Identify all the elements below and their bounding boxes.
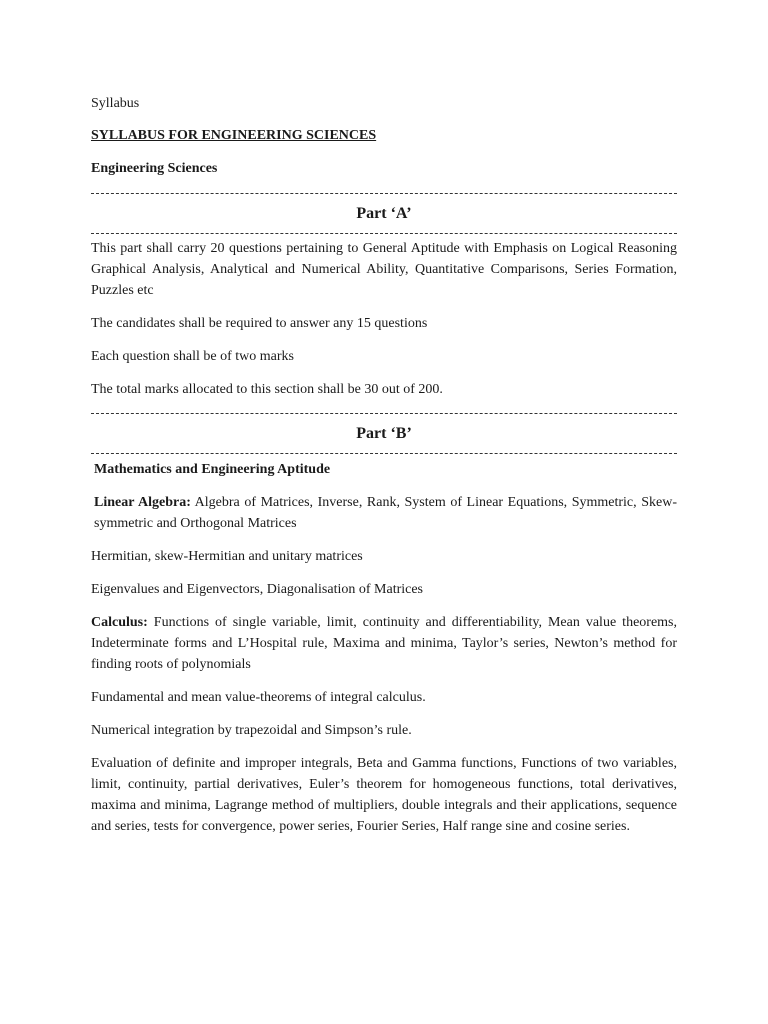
- linear-algebra-paragraph: [91, 492, 677, 534]
- doc-title: SYLLABUS FOR ENGINEERING SCIENCES: [91, 128, 377, 143]
- part-a-marks-paragraph: Each question shall be of two marks: [91, 349, 294, 364]
- evaluation-paragraph: Evaluation of definite and improper integrals, Beta and Gamma functions, Functions of two variables, limit, continuity, partial derivatives, Euler’s theorem for homogeneous functions, total derivatives, maxima and minima, Lagrange method of multipliers, double integrals and their applications, sequence and series, tests for convergence, power series, Fourier Series, Half range sine and cosine series.: [91, 756, 677, 834]
- linear-algebra-label: Linear Algebra:: [94, 495, 191, 510]
- part-a-total-paragraph: The total marks allocated to this section shall be 30 out of 200.: [91, 382, 443, 397]
- dashed-divider: [91, 453, 677, 454]
- calculus-paragraph: [91, 612, 677, 675]
- part-b-heading: Part ‘B’: [356, 425, 412, 442]
- dashed-divider: [91, 233, 677, 234]
- calculus-label: Calculus:: [91, 615, 148, 630]
- dashed-divider: [91, 193, 677, 194]
- linear-algebra-text: Algebra of Matrices, Inverse, Rank, System of Linear Equations, Symmetric, Skew-symmetric and Orthogonal Matrices: [94, 495, 677, 531]
- fundamental-paragraph: Fundamental and mean value-theorems of integral calculus.: [91, 690, 426, 705]
- part-a-answer-paragraph: The candidates shall be required to answer any 15 questions: [91, 316, 428, 331]
- hermitian-paragraph: Hermitian, skew-Hermitian and unitary matrices: [91, 549, 363, 564]
- part-a-intro-paragraph: This part shall carry 20 questions pertaining to General Aptitude with Emphasis on Logical Reasoning Graphical Analysis, Analytical and Numerical Ability, Quantitative Comparisons, Series Formation, Puzzles etc: [91, 241, 677, 298]
- document-page: [91, 93, 677, 849]
- doc-subtitle: Engineering Sciences: [91, 161, 218, 176]
- part-b-block: [91, 413, 677, 837]
- numerical-integration-paragraph: Numerical integration by trapezoidal and Simpson’s rule.: [91, 723, 412, 738]
- doc-label: Syllabus: [91, 96, 140, 111]
- dashed-divider: [91, 413, 677, 414]
- section-title: Mathematics and Engineering Aptitude: [94, 462, 331, 477]
- calculus-text: Functions of single variable, limit, continuity and differentiability, Mean value theorems, Indeterminate forms and L’Hospital rule, Maxima and minima, Taylor’s series, Newton’s method for finding roots of polynomials: [91, 615, 677, 672]
- part-a-heading: Part ‘A’: [356, 205, 412, 222]
- eigen-paragraph: Eigenvalues and Eigenvectors, Diagonalisation of Matrices: [91, 582, 424, 597]
